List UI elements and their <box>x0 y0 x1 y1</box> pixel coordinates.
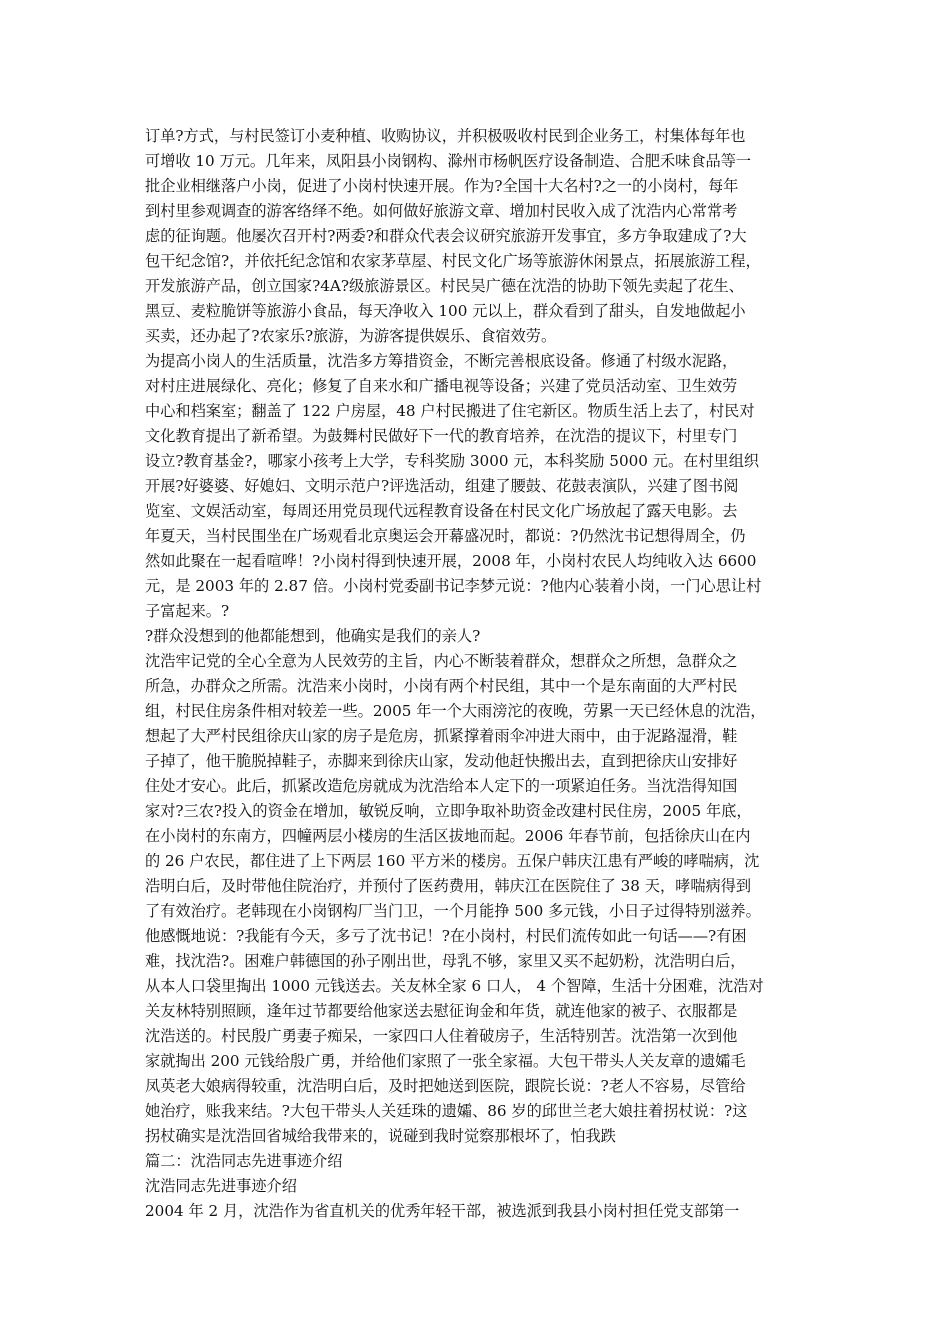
text-line: 批企业相继落户小岗，促进了小岗村快速开展。作为?全国十大名村?之一的小岗村，每年 <box>145 177 739 195</box>
text-line: 然如此聚在一起看喧哗！?小岗村得到快速开展，2008 年，小岗村农民人均纯收入达 6600 <box>145 552 757 570</box>
text-line: 从本人口袋里掏出 1000 元钱送去。关友林全家 6 口人， 4 个智障，生活十分困难，沈浩对 <box>145 977 764 995</box>
text-line: 家就掏出 200 元钱给殷广勇，并给他们家照了一张全家福。大包干带头人关友章的遗孀毛 <box>145 1052 746 1070</box>
text-line: 他感慨地说：?我能有今天，多亏了沈书记！?在小岗村，村民们流传如此一句话——?有困 <box>145 927 747 945</box>
text-line: 设立?教育基金?，哪家小孩考上大学，专科奖励 3000 元，本科奖励 5000 元。在村里组织 <box>145 452 760 470</box>
text-line: 的 26 户农民，都住进了上下两层 160 平方米的楼房。五保户韩庆江患有严峻的哮喘病，沈 <box>145 852 760 870</box>
document-body <box>145 124 813 1224</box>
text-line: 想起了大严村民组徐庆山家的房子是危房，抓紧撑着雨伞冲进大雨中，由于泥路湿滑，鞋 <box>145 727 738 745</box>
text-line: 开发旅游产品，创立国家?4A?级旅游景区。村民吴广德在沈浩的协助下领先卖起了花生、 <box>145 277 744 295</box>
text-line: 开展?好婆婆、好媳妇、文明示范户?评选活动，组建了腰鼓、花鼓表演队，兴建了图书阅 <box>145 477 739 495</box>
text-line: 所急，办群众之所需。沈浩来小岗时，小岗有两个村民组，其中一个是东南面的大严村民 <box>145 677 738 695</box>
text-line: 难，找沈浩?。困难户韩德国的孙子刚出世，母乳不够，家里又买不起奶粉，沈浩明白后， <box>145 952 746 970</box>
text-line: 对村庄进展绿化、亮化；修复了自来水和广播电视等设备；兴建了党员活动室、卫生效劳 <box>145 377 738 395</box>
text-line: 子富起来。? <box>145 602 230 620</box>
text-line: 沈浩送的。村民殷广勇妻子痴呆，一家四口人住着破房子，生活特别苦。沈浩第一次到他 <box>145 1027 738 1045</box>
text-line: 2004 年 2 月，沈浩作为省直机关的优秀年轻干部，被选派到我县小岗村担任党支部第一 <box>145 1202 740 1220</box>
text-line: ?群众没想到的他都能想到，他确实是我们的亲人? <box>145 627 481 645</box>
text-line: 元，是 2003 年的 2.87 倍。小岗村党委副书记李梦元说：?他内心装着小岗，一门心思让村 <box>145 577 762 595</box>
text-line: 沈浩牢记党的全心全意为人民效劳的主旨，内心不断装着群众，想群众之所想，急群众之 <box>145 652 738 670</box>
text-line: 住处才安心。此后，抓紧改造危房就成为沈浩给本人定下的一项紧迫任务。当沈浩得知国 <box>145 777 738 795</box>
text-line: 中心和档案室；翻盖了 122 户房屋，48 户村民搬进了住宅新区。物质生活上去了，村民对 <box>145 402 755 420</box>
text-line: 关友林特别照顾，逢年过节都要给他家送去慰征询金和年货，就连他家的被子、衣服都是 <box>145 1002 738 1020</box>
text-line: 虑的征询题。他屡次召开村?两委?和群众代表会议研究旅游开发事宜，多方争取建成了?大 <box>145 227 747 245</box>
text-line: 家对?三农?投入的资金在增加，敏锐反响，立即争取补助资金改建村民住房，2005 年底， <box>145 802 752 820</box>
text-line: 年夏天，当村民围坐在广场观看北京奥运会开幕盛况时，都说：?仍然沈书记想得周全，仍 <box>145 527 746 545</box>
text-line: 了有效治疗。老韩现在小岗钢构厂当门卫，一个月能挣 500 多元钱，小日子过得特别滋养。 <box>145 902 761 920</box>
document-page <box>145 124 813 1224</box>
text-line: 包干纪念馆?，并依托纪念馆和农家茅草屋、村民文化广场等旅游休闲景点，拓展旅游工程， <box>145 252 761 270</box>
text-line: 凤英老大娘病得较重，沈浩明白后，及时把她送到医院，跟院长说：?老人不容易，尽管给 <box>145 1077 746 1095</box>
text-line: 浩明白后，及时带他住院治疗，并预付了医药费用，韩庆江在医院住了 38 天，哮喘病得到 <box>145 877 752 895</box>
text-line: 买卖，还办起了?农家乐?旅游，为游客提供娱乐、食宿效劳。 <box>145 327 557 345</box>
text-line: 为提高小岗人的生活质量，沈浩多方筹措资金，不断完善根底设备。修通了村级水泥路， <box>145 352 738 370</box>
text-line: 组，村民住房条件相对较差一些。2005 年一个大雨滂沱的夜晚，劳累一天已经休息的沈浩， <box>145 702 766 720</box>
text-line: 订单?方式，与村民签订小麦种植、收购协议，并积极吸收村民到企业务工，村集体每年也 <box>145 127 746 145</box>
text-line: 子掉了，他干脆脱掉鞋子，赤脚来到徐庆山家，发动他赶快搬出去，直到把徐庆山安排好 <box>145 752 738 770</box>
text-line: 文化教育提出了新希望。为鼓舞村民做好下一代的教育培养，在沈浩的提议下，村里专门 <box>145 427 738 445</box>
text-line: 览室、文娱活动室，每周还用党员现代远程教育设备在村民文化广场放起了露天电影。去 <box>145 502 738 520</box>
text-line: 黑豆、麦粒脆饼等旅游小食品，每天净收入 100 元以上，群众看到了甜头，自发地做起小 <box>145 302 746 320</box>
text-line: 拐杖确实是沈浩回省城给我带来的，说碰到我时觉察那根坏了，怕我跌 <box>145 1127 616 1145</box>
text-line: 在小岗村的东南方，四幢两层小楼房的生活区拔地而起。2006 年春节前，包括徐庆山在内 <box>145 827 751 845</box>
text-line: 到村里参观调查的游客络绎不绝。如何做好旅游文章、增加村民收入成了沈浩内心常常考 <box>145 202 738 220</box>
text-line: 篇二：沈浩同志先进事迹介绍 <box>145 1152 343 1170</box>
text-line: 沈浩同志先进事迹介绍 <box>145 1177 297 1195</box>
text-line: 可增收 10 万元。几年来，凤阳县小岗钢构、滁州市杨帆医疗设备制造、合肥禾味食品等一 <box>145 152 752 170</box>
text-line: 她治疗，账我来结。?大包干带头人关廷珠的遗孀、86 岁的邱世兰老大娘拄着拐杖说：?这 <box>145 1102 748 1120</box>
